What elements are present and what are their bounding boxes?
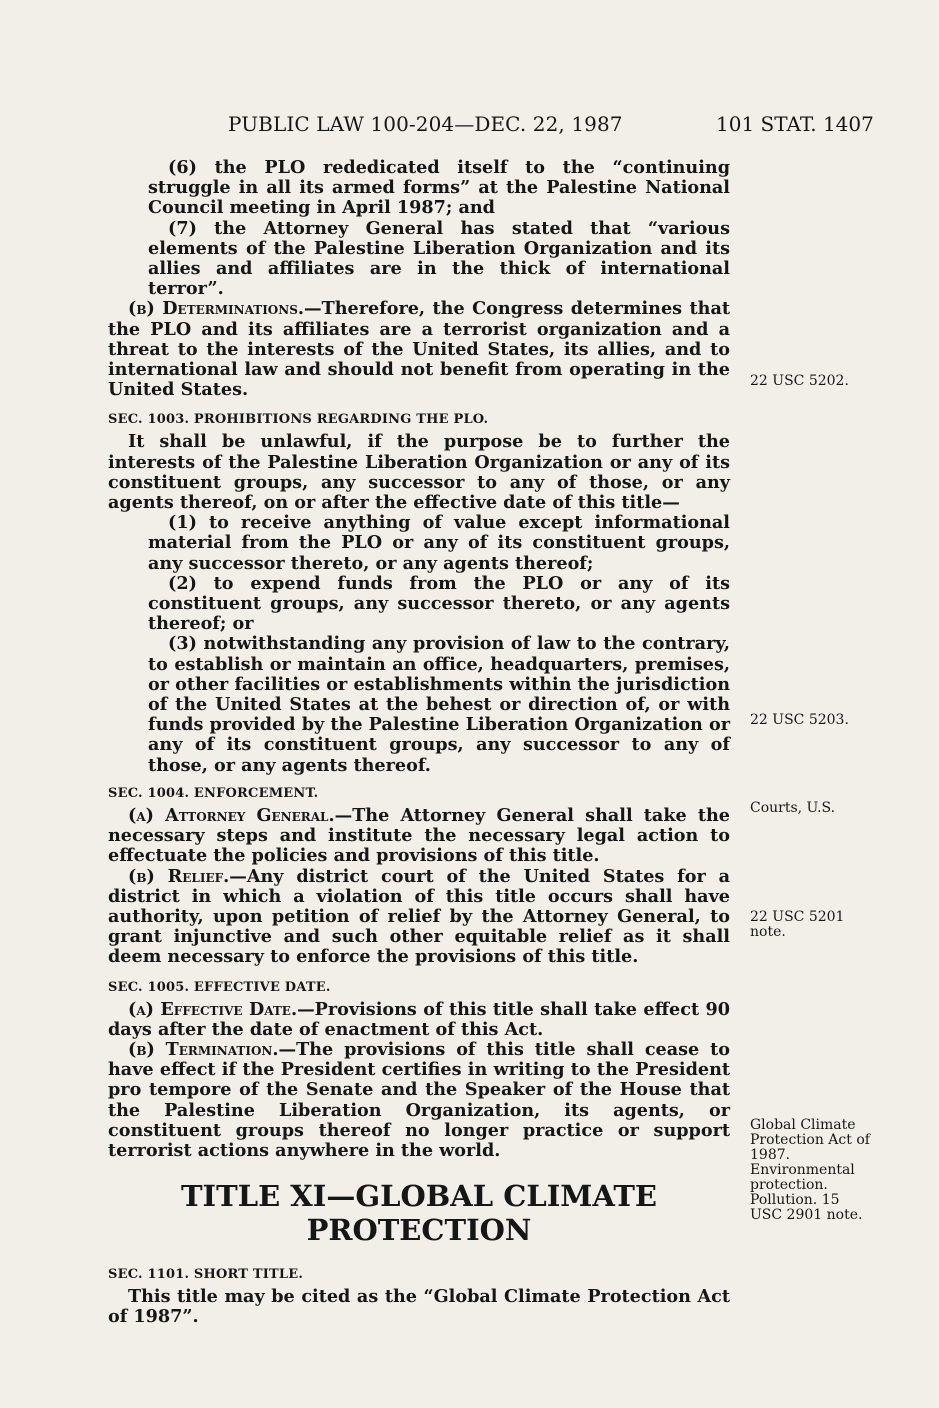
subsection-b-label: (b) Determinations. [128,298,305,320]
paragraph-7: (7) the Attorney General has stated that “various elements of the Palestine Liberation Organization and its allies and affiliates are in the thick of international terror”. [148,217,730,300]
section-1004-b-text: —Any district court of the United States for a district in which a violation of this title occurs shall have authority, upon petition of relief by the Attorney General, to grant injunctive and such other equitable relief as it shall deem necessary to enforce the provisions of this title. [108,865,730,968]
section-1003-intro: It shall be unlawful, if the purpose be to further the interests of the Palestine Liberation Organization or any of its constituent groups, any successor to any of those, or any agents thereof, on or after the effective date of this title— [108,431,730,514]
page-body [108,158,730,1328]
margin-note-22-usc-5202: 22 USC 5202. [750,373,849,389]
section-1004-a [108,806,730,867]
margin-note-22-usc-5203: 22 USC 5203. [750,712,849,728]
section-1004-a-text: —The Attorney General shall take the necessary steps and institute the necessary legal action to effectuate the policies and provisions of this title. [108,804,730,867]
section-1004-b-label: (b) Relief. [128,865,230,887]
title-line-1: TITLE XI—GLOBAL CLIMATE [180,1179,658,1214]
section-1004-a-label: (a) Attorney General. [128,804,335,826]
running-header-stat: 101 STAT. 1407 [716,112,874,136]
subsection-b-text: —Therefore, the Congress determines that the PLO and its affiliates are a terrorist organization and a threat to the interests of the United States, its allies, and to international law and should not benefit from operating in the United States. [108,298,730,401]
section-1101-text: This title may be cited as the “Global Climate Protection Act of 1987”. [108,1286,730,1328]
section-1005-b [108,1040,730,1161]
subsection-b-determinations [108,299,730,400]
paragraph-6: (6) the PLO rededicated itself to the “continuing struggle in all its armed forms” at the Palestine National Council meeting in April 1987; and [148,157,730,219]
section-1101-heading: SEC. 1101. SHORT TITLE. [108,1267,304,1283]
title-xi-heading [108,1179,730,1247]
section-1005-a [108,1000,730,1040]
margin-note-global-climate: Global Climate Protection Act of 1987. Environmental protection. Pollution. 15 USC 2901 note. [750,1117,870,1223]
section-1005-heading: SEC. 1005. EFFECTIVE DATE. [108,979,331,995]
section-1004-b [108,867,730,968]
section-1005-b-text: —The provisions of this title shall cease to have effect if the President certifies in writing to the President pro tempore of the Senate and the Speaker of the House that the Palestine Liberation Organization, its agents, or constituent groups thereof no longer practice or support terrorist actions anywhere in the world. [108,1038,730,1161]
running-header-law: PUBLIC LAW 100-204—DEC. 22, 1987 [228,112,623,136]
section-1003-item-1: (1) to receive anything of value except informational material from the PLO or any of its constituent groups, any successor thereto, or any agents thereof; [148,512,730,574]
section-1005-b-label: (b) Termination. [128,1038,279,1060]
margin-note-22-usc-5201: 22 USC 5201 note. [750,909,845,940]
section-1005-a-label: (a) Effective Date. [128,998,298,1020]
section-1005-a-text: —Provisions of this title shall take effect 90 days after the date of enactment of this Act. [108,998,730,1040]
title-line-2: PROTECTION [306,1213,532,1248]
section-1004-heading: SEC. 1004. ENFORCEMENT. [108,785,319,801]
section-1003-item-2: (2) to expend funds from the PLO or any of its constituent groups, any successor thereto, or any agents thereof; or [148,572,730,635]
section-1003-item-3: (3) notwithstanding any provision of law to the contrary, to establish or maintain an office, headquarters, premises, or other facilities or establishments within the jurisdiction of the United States at the behest or direction of, or with funds provided by the Palestine Liberation Organization or any of its constituent groups, any successor to any of those, or any agents thereof. [148,633,730,776]
margin-note-courts: Courts, U.S. [750,800,836,816]
section-1003-heading: SEC. 1003. PROHIBITIONS REGARDING THE PLO. [108,412,489,428]
